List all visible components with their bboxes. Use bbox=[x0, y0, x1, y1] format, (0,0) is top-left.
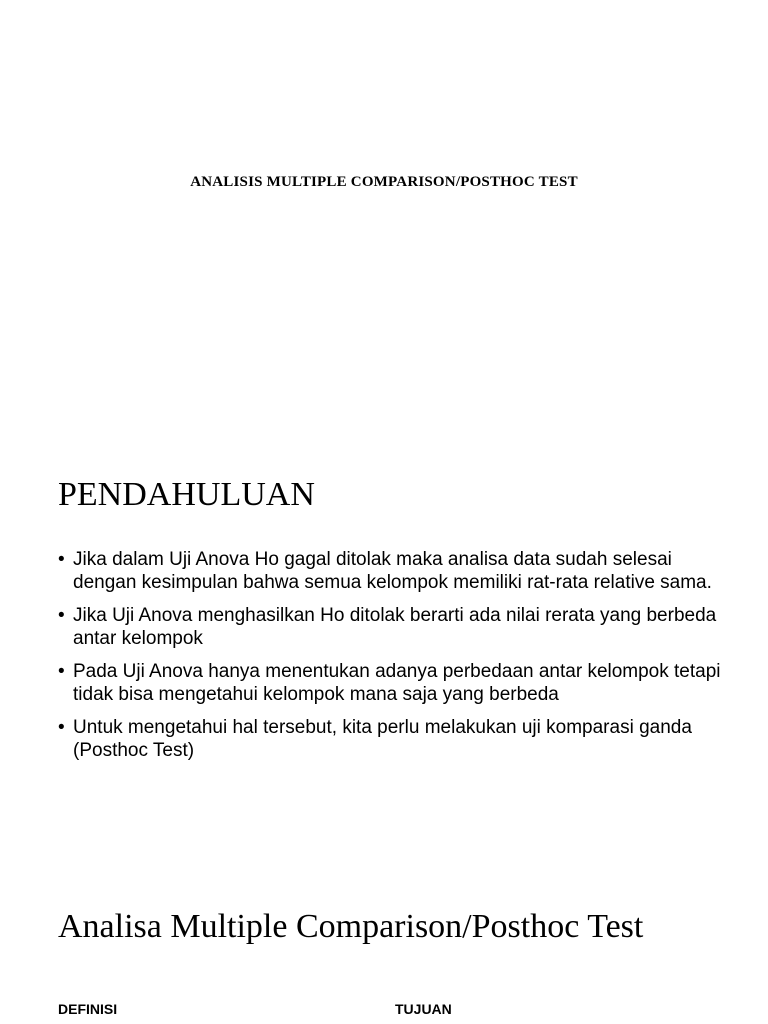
bullet-item bbox=[58, 716, 723, 762]
bullet-icon: • bbox=[58, 605, 65, 626]
analisa-heading: Analisa Multiple Comparison/Posthoc Test bbox=[58, 908, 644, 945]
bullet-icon: • bbox=[58, 717, 65, 738]
bullet-text: Untuk mengetahui hal tersebut, kita perlu melakukan uji komparasi ganda (Posthoc Test) bbox=[73, 717, 692, 761]
bullet-text: Jika dalam Uji Anova Ho gagal ditolak maka analisa data sudah selesai dengan kesimpulan bahwa semua kelompok memiliki rat-rata relative sama. bbox=[73, 549, 712, 593]
tujuan-label: TUJUAN bbox=[395, 1001, 452, 1017]
pendahuluan-bullet-list bbox=[58, 548, 723, 772]
bullet-icon: • bbox=[58, 549, 65, 570]
slide-title: ANALISIS MULTIPLE COMPARISON/POSTHOC TEST bbox=[190, 174, 578, 190]
pendahuluan-heading: PENDAHULUAN bbox=[58, 476, 315, 513]
definisi-label: DEFINISI bbox=[58, 1001, 118, 1017]
bullet-icon: • bbox=[58, 661, 65, 682]
bullet-item bbox=[58, 604, 723, 650]
bullet-text: Pada Uji Anova hanya menentukan adanya perbedaan antar kelompok tetapi tidak bisa mengetahui kelompok mana saja yang berbeda bbox=[73, 661, 721, 705]
bullet-text: Jika Uji Anova menghasilkan Ho ditolak berarti ada nilai rerata yang berbeda antar kelompok bbox=[73, 605, 717, 649]
bullet-item bbox=[58, 548, 723, 594]
bullet-item bbox=[58, 660, 723, 706]
